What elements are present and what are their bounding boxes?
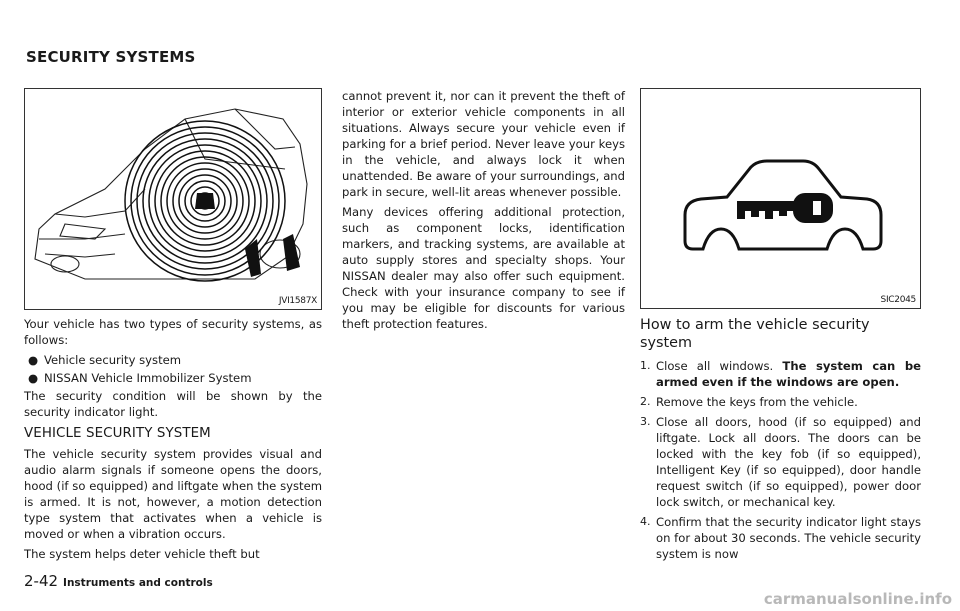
vss-paragraph-2: The system helps deter vehicle theft but — [24, 547, 260, 561]
step-item: 3. Close all doors, hood (if so equipped) and liftgate. Lock all doors. The doors can be locked with the key fob (if so equipped), Intelligent Key (if so equipped), door handle request switch (if so equipped), power door lock switch, or mechanical key. — [640, 415, 921, 509]
figure-code: JVI1587X — [278, 296, 317, 306]
watermark: carmanualsonline.info — [763, 590, 952, 608]
step-number: 2. — [640, 395, 651, 408]
bullet-icon: ● — [28, 353, 39, 367]
section-heading: VEHICLE SECURITY SYSTEM — [24, 426, 211, 441]
column-2 — [342, 88, 625, 336]
vehicle-alarm-figure — [24, 88, 322, 310]
step-number: 4. — [640, 515, 651, 528]
theft-paragraph: cannot prevent it, nor can it prevent the theft of interior or exterior vehicle components in all situations. Always secure your vehicle even if parking for a brief period. Never leave your keys in the vehicle, and always lock it when unattended. Be aware of your surroundings, and park in secure, well-lit areas whenever possible. — [342, 89, 625, 199]
devices-paragraph: Many devices offering additional protection, such as component locks, identification markers, and tracking systems, are available at auto supply stores and specialty shops. Your NISSAN dealer may also offer such equipment. Check with your insurance company to see if you may be eligible for discounts for various theft protection features. — [342, 205, 625, 331]
step-item: 1. Close all windows. The system can be armed even if the windows are open. — [640, 359, 921, 389]
indicator-text: The security condition will be shown by the security indicator light. — [24, 389, 322, 419]
section-name: Instruments and controls — [63, 577, 213, 589]
column-1 — [24, 316, 322, 566]
list-item: ● Vehicle security system — [24, 352, 322, 368]
car-key-icon — [641, 89, 920, 294]
section-heading: How to arm the vehicle security system — [640, 317, 870, 351]
step-item: 2. Remove the keys from the vehicle. — [640, 395, 858, 409]
page-footer — [24, 571, 213, 590]
bullet-icon: ● — [28, 371, 39, 385]
vehicle-alarm-illustration — [25, 89, 321, 293]
column-3 — [640, 316, 921, 566]
intro-text: Your vehicle has two types of security systems, as follows: — [24, 317, 322, 347]
security-indicator-figure — [640, 88, 921, 309]
step-number: 1. — [640, 359, 651, 372]
figure-code: SIC2045 — [880, 295, 916, 305]
vss-paragraph-1: The vehicle security system provides visual and audio alarm signals if someone opens the doors, hood (if so equipped) and liftgate when the system is armed. It is not, however, a motion detection type system that activates when a vehicle is moved or when a vibration occurs. — [24, 447, 322, 541]
page-title: SECURITY SYSTEMS — [26, 48, 196, 66]
page-number: 2-42 — [24, 572, 59, 590]
list-item: ● NISSAN Vehicle Immobilizer System — [24, 370, 322, 386]
step-item: 4. Confirm that the security indicator light stays on for about 30 seconds. The vehicle security system is now — [640, 515, 921, 561]
step-number: 3. — [640, 415, 651, 428]
